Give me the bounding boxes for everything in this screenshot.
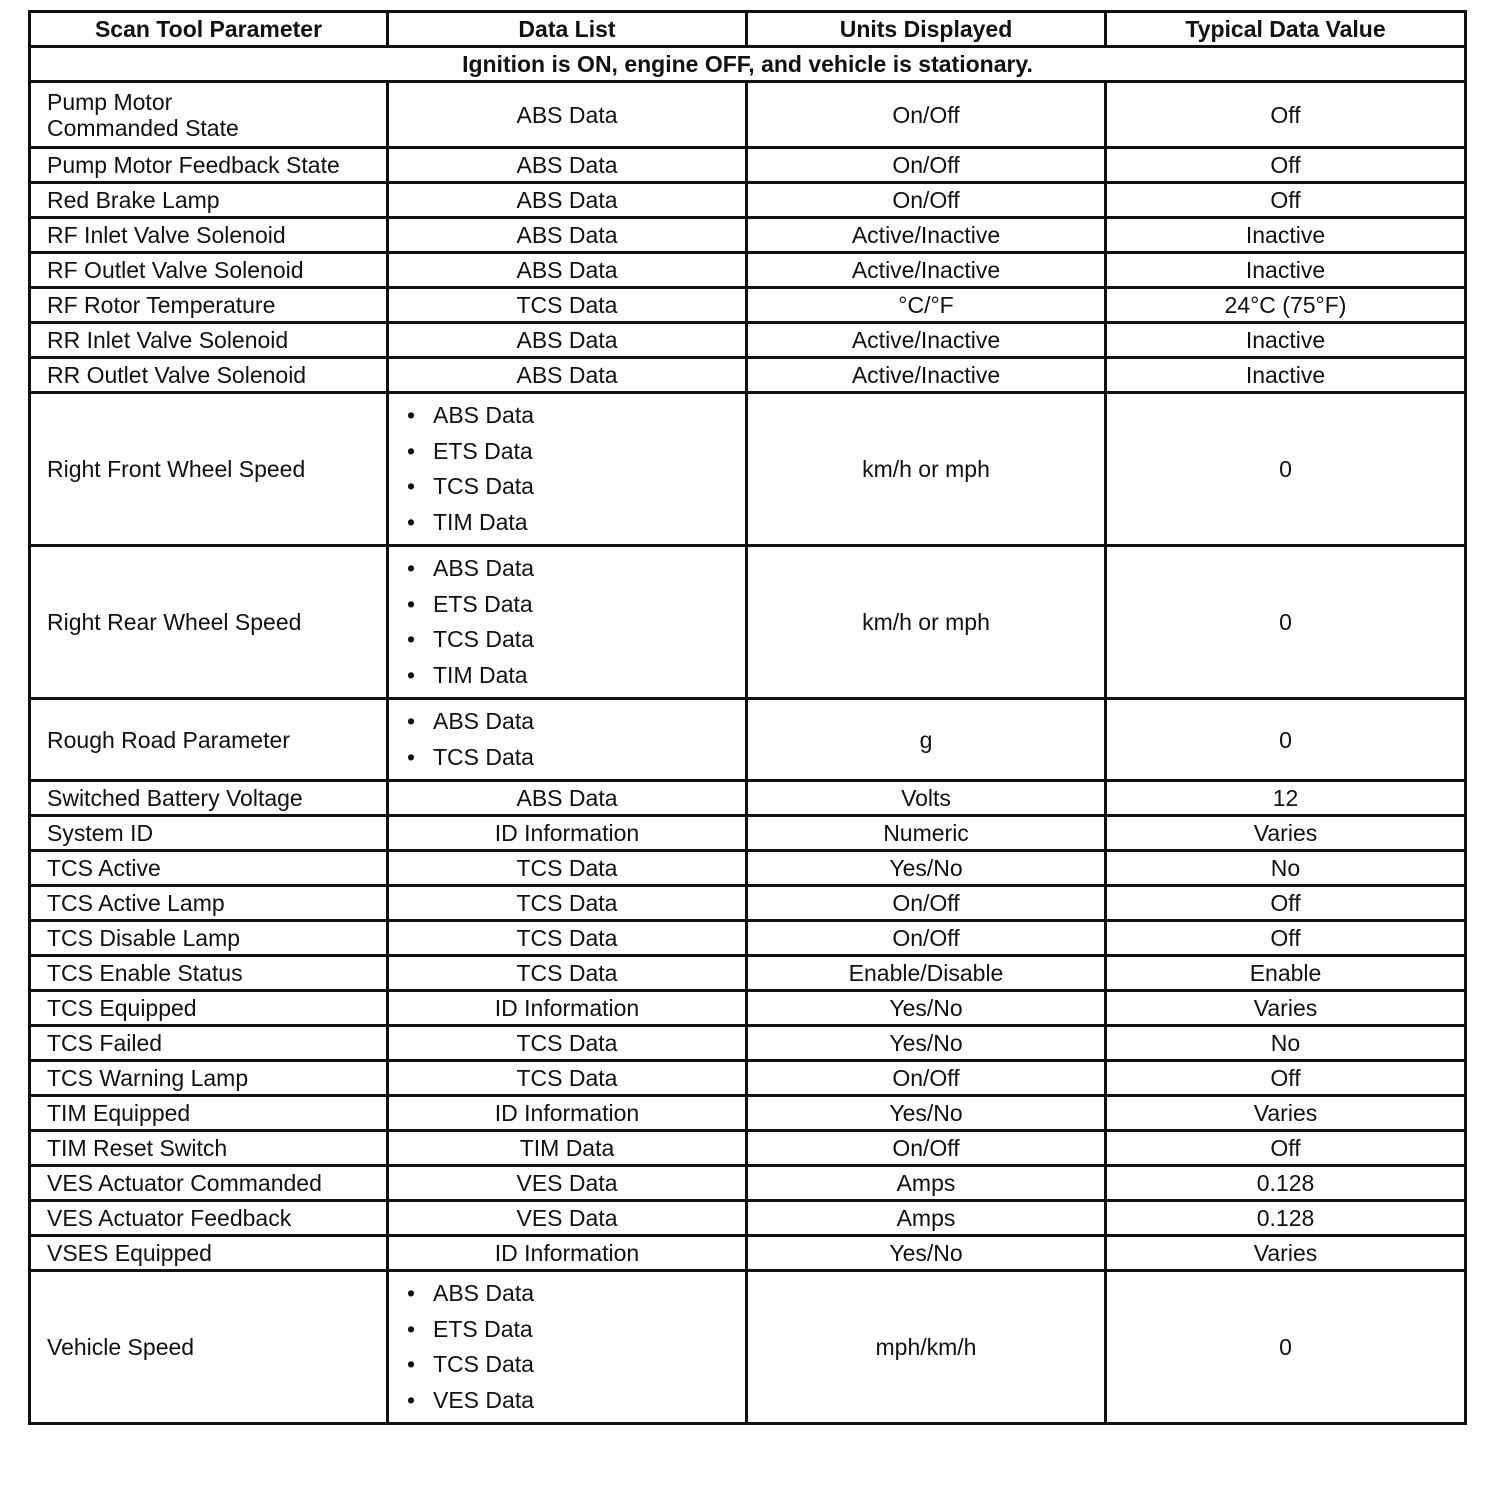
cell-units: Numeric [747, 816, 1106, 851]
cell-typical-value: Off [1106, 1061, 1466, 1096]
cell-data-list: ABS Data [388, 358, 747, 393]
cell-units: On/Off [747, 1061, 1106, 1096]
cell-data-list: ABS Data [388, 781, 747, 816]
data-list-item: • TIM Data [407, 658, 745, 694]
parameter-text: Pump Motor Feedback State [47, 152, 340, 178]
data-list-bullets [389, 1272, 745, 1422]
cell-parameter [30, 886, 388, 921]
cell-typical-value: Off [1106, 921, 1466, 956]
cell-parameter [30, 781, 388, 816]
cell-units: On/Off [747, 886, 1106, 921]
cell-parameter [30, 1096, 388, 1131]
header-typical-data-value: Typical Data Value [1106, 12, 1466, 47]
table-row [30, 886, 1466, 921]
condition-row [30, 47, 1466, 82]
cell-units: km/h or mph [747, 393, 1106, 546]
table-row [30, 781, 1466, 816]
cell-parameter [30, 816, 388, 851]
cell-typical-value: No [1106, 1026, 1466, 1061]
table-row [30, 148, 1466, 183]
table-row [30, 82, 1466, 148]
cell-typical-value: 0.128 [1106, 1166, 1466, 1201]
table-row [30, 1271, 1466, 1424]
cell-units: Yes/No [747, 851, 1106, 886]
cell-data-list [388, 546, 747, 699]
parameter-text: TCS Warning Lamp [47, 1065, 249, 1091]
cell-typical-value: Off [1106, 1131, 1466, 1166]
parameter-text: TCS Equipped [47, 995, 197, 1021]
cell-parameter [30, 546, 388, 699]
cell-data-list: VES Data [388, 1166, 747, 1201]
parameter-text: RR Inlet Valve Solenoid [47, 327, 289, 353]
data-list-bullets [389, 394, 745, 544]
cell-units: Volts [747, 781, 1106, 816]
cell-parameter [30, 358, 388, 393]
table-row [30, 956, 1466, 991]
cell-data-list: TCS Data [388, 921, 747, 956]
cell-data-list: ABS Data [388, 183, 747, 218]
data-list-item: • ETS Data [407, 434, 745, 470]
table-row [30, 323, 1466, 358]
header-units-displayed: Units Displayed [747, 12, 1106, 47]
data-list-item: • VES Data [407, 1383, 745, 1419]
parameter-text: TCS Failed [47, 1030, 163, 1056]
parameter-text: RR Outlet Valve Solenoid [47, 362, 307, 388]
cell-typical-value: Inactive [1106, 323, 1466, 358]
table-row [30, 358, 1466, 393]
table-row [30, 1236, 1466, 1271]
cell-parameter [30, 1201, 388, 1236]
table-row [30, 1026, 1466, 1061]
condition-text: Ignition is ON, engine OFF, and vehicle is stationary. [30, 47, 1466, 82]
cell-typical-value: 12 [1106, 781, 1466, 816]
cell-units: Active/Inactive [747, 253, 1106, 288]
cell-units: Active/Inactive [747, 218, 1106, 253]
cell-units: On/Off [747, 183, 1106, 218]
cell-data-list: VES Data [388, 1201, 747, 1236]
cell-parameter [30, 253, 388, 288]
cell-parameter [30, 1026, 388, 1061]
table-row [30, 816, 1466, 851]
parameter-text: VES Actuator Feedback [47, 1205, 292, 1231]
cell-parameter [30, 1061, 388, 1096]
cell-units: On/Off [747, 82, 1106, 148]
data-list-item: • ABS Data [407, 551, 745, 587]
table-row [30, 921, 1466, 956]
cell-units: Amps [747, 1166, 1106, 1201]
cell-data-list: ABS Data [388, 253, 747, 288]
cell-data-list: TCS Data [388, 1061, 747, 1096]
cell-typical-value: Off [1106, 148, 1466, 183]
cell-data-list [388, 393, 747, 546]
table-row [30, 393, 1466, 546]
cell-data-list: ID Information [388, 816, 747, 851]
cell-data-list: ID Information [388, 1096, 747, 1131]
cell-typical-value: Varies [1106, 1096, 1466, 1131]
parameter-text: TCS Disable Lamp [47, 925, 241, 951]
parameter-text: Right Front Wheel Speed [47, 456, 306, 482]
cell-data-list: ABS Data [388, 323, 747, 358]
table-row [30, 253, 1466, 288]
table-row [30, 288, 1466, 323]
scan-tool-data-table [28, 10, 1467, 1425]
table-body [30, 47, 1466, 1424]
cell-parameter [30, 82, 388, 148]
parameter-text: TIM Equipped [47, 1100, 191, 1126]
cell-parameter [30, 1271, 388, 1424]
cell-typical-value: Enable [1106, 956, 1466, 991]
cell-parameter [30, 921, 388, 956]
cell-units: Active/Inactive [747, 358, 1106, 393]
cell-data-list: TCS Data [388, 288, 747, 323]
parameter-text: RF Inlet Valve Solenoid [47, 222, 286, 248]
cell-data-list [388, 1271, 747, 1424]
cell-units: km/h or mph [747, 546, 1106, 699]
cell-parameter [30, 148, 388, 183]
cell-units: g [747, 699, 1106, 781]
cell-units: mph/km/h [747, 1271, 1106, 1424]
cell-parameter [30, 1236, 388, 1271]
parameter-text: Vehicle Speed [47, 1334, 195, 1360]
cell-data-list: ABS Data [388, 82, 747, 148]
table-row [30, 546, 1466, 699]
cell-typical-value: Inactive [1106, 253, 1466, 288]
parameter-text: RF Rotor Temperature [47, 292, 276, 318]
cell-data-list: ID Information [388, 991, 747, 1026]
parameter-text: Commanded State [47, 114, 239, 141]
data-list-item: • TCS Data [407, 740, 745, 776]
cell-parameter [30, 323, 388, 358]
data-list-item: • ABS Data [407, 398, 745, 434]
cell-units: On/Off [747, 921, 1106, 956]
cell-units: Yes/No [747, 991, 1106, 1026]
cell-units: On/Off [747, 1131, 1106, 1166]
cell-data-list: TIM Data [388, 1131, 747, 1166]
data-list-item: • TCS Data [407, 622, 745, 658]
table-row [30, 1061, 1466, 1096]
data-list-item: • ABS Data [407, 1276, 745, 1312]
cell-typical-value: 0 [1106, 546, 1466, 699]
cell-units: Yes/No [747, 1236, 1106, 1271]
cell-typical-value: No [1106, 851, 1466, 886]
data-list-item: • ETS Data [407, 1312, 745, 1348]
cell-parameter [30, 1166, 388, 1201]
parameter-text: TIM Reset Switch [47, 1135, 228, 1161]
parameter-text: TCS Active Lamp [47, 890, 225, 916]
cell-data-list: ABS Data [388, 218, 747, 253]
cell-parameter [30, 288, 388, 323]
cell-parameter [30, 393, 388, 546]
parameter-text: System ID [47, 820, 154, 846]
cell-parameter [30, 956, 388, 991]
cell-typical-value: Off [1106, 886, 1466, 921]
cell-units: Yes/No [747, 1096, 1106, 1131]
cell-data-list: TCS Data [388, 851, 747, 886]
data-list-bullets [389, 547, 745, 697]
parameter-text: Rough Road Parameter [47, 726, 290, 753]
cell-typical-value: 0 [1106, 699, 1466, 781]
cell-parameter [30, 991, 388, 1026]
cell-parameter [30, 1131, 388, 1166]
cell-typical-value: 0 [1106, 1271, 1466, 1424]
cell-data-list: TCS Data [388, 956, 747, 991]
parameter-text: Red Brake Lamp [47, 187, 220, 213]
cell-units: Amps [747, 1201, 1106, 1236]
table-header [30, 12, 1466, 47]
cell-typical-value: Varies [1106, 816, 1466, 851]
data-list-item: • ABS Data [407, 704, 745, 740]
table-row [30, 183, 1466, 218]
cell-data-list: TCS Data [388, 886, 747, 921]
table-row [30, 218, 1466, 253]
parameter-text: VSES Equipped [47, 1240, 212, 1266]
header-scan-tool-parameter: Scan Tool Parameter [30, 12, 388, 47]
cell-units: °C/°F [747, 288, 1106, 323]
cell-parameter [30, 183, 388, 218]
table-row [30, 991, 1466, 1026]
table-row [30, 1096, 1466, 1131]
cell-typical-value: 0.128 [1106, 1201, 1466, 1236]
cell-parameter [30, 851, 388, 886]
cell-typical-value: Inactive [1106, 218, 1466, 253]
cell-typical-value: Off [1106, 183, 1466, 218]
data-list-item: • TIM Data [407, 505, 745, 541]
cell-data-list [388, 699, 747, 781]
data-list-item: • ETS Data [407, 587, 745, 623]
cell-units: Enable/Disable [747, 956, 1106, 991]
cell-units: On/Off [747, 148, 1106, 183]
parameter-text: Switched Battery Voltage [47, 785, 303, 811]
table-row [30, 1166, 1466, 1201]
parameter-text: RF Outlet Valve Solenoid [47, 257, 304, 283]
data-list-item: • TCS Data [407, 1347, 745, 1383]
cell-typical-value: 24°C (75°F) [1106, 288, 1466, 323]
parameter-text: VES Actuator Commanded [47, 1170, 322, 1196]
cell-typical-value: Varies [1106, 991, 1466, 1026]
cell-typical-value: Off [1106, 82, 1466, 148]
data-list-item: • TCS Data [407, 469, 745, 505]
parameter-text: Right Rear Wheel Speed [47, 609, 302, 635]
table-row [30, 1131, 1466, 1166]
parameter-text: TCS Active [47, 855, 161, 881]
parameter-text: Pump Motor [47, 88, 173, 115]
header-row [30, 12, 1466, 47]
data-list-bullets [389, 700, 745, 779]
cell-typical-value: Inactive [1106, 358, 1466, 393]
cell-data-list: ID Information [388, 1236, 747, 1271]
header-data-list: Data List [388, 12, 747, 47]
cell-data-list: ABS Data [388, 148, 747, 183]
cell-typical-value: 0 [1106, 393, 1466, 546]
cell-parameter [30, 218, 388, 253]
cell-units: Yes/No [747, 1026, 1106, 1061]
table-row [30, 699, 1466, 781]
parameter-text: TCS Enable Status [47, 960, 243, 986]
cell-parameter [30, 699, 388, 781]
table-row [30, 851, 1466, 886]
table-row [30, 1201, 1466, 1236]
cell-units: Active/Inactive [747, 323, 1106, 358]
cell-data-list: TCS Data [388, 1026, 747, 1061]
cell-typical-value: Varies [1106, 1236, 1466, 1271]
